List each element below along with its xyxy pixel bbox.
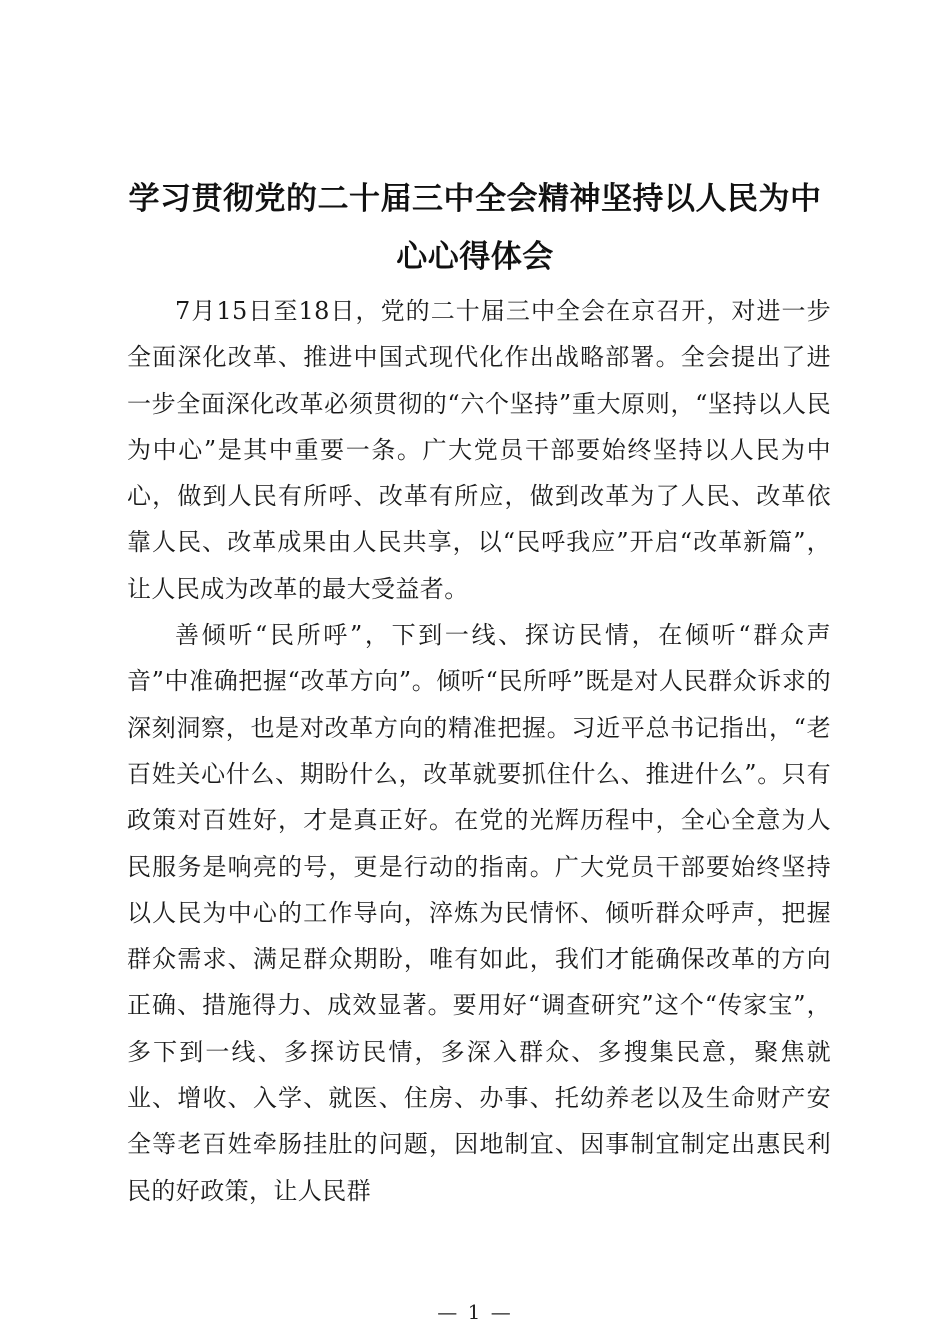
document-title: 学习贯彻党的二十届三中全会精神坚持以人民为中心心得体会: [128, 181, 822, 275]
document-body: [127, 288, 831, 1214]
paragraph-1: 7月15日至18日，党的二十届三中全会在京召开，对进一步全面深化改革、推进中国式现代化作出战略部署。全会提出了进一步全面深化改革必须贯彻的“六个坚持”重大原则，“坚持以人民为中心”是其中重要一条。广大党员干部要始终坚持以人民为中心，做到人民有所呼、改革有所应，做到改革为了人民、改革依靠人民、改革成果由人民共享，以“民呼我应”开启“改革新篇”，让人民成为改革的最大受益者。: [127, 297, 831, 603]
paragraph-2: 善倾听“民所呼”，下到一线、探访民情，在倾听“群众声音”中准确把握“改革方向”。倾听“民所呼”既是对人民群众诉求的深刻洞察，也是对改革方向的精准把握。习近平总书记指出，“老百姓关心什么、期盼什么，改革就要抓住什么、推进什么”。只有政策对百姓好，才是真正好。在党的光辉历程中，全心全意为人民服务是响亮的号，更是行动的指南。广大党员干部要始终坚持以人民为中心的工作导向，淬炼为民情怀、倾听群众呼声，把握群众需求、满足群众期盼，唯有如此，我们才能确保改革的方向正确、措施得力、成效显著。要用好“调查研究”这个“传家宝”，多下到一线、多探访民情，多深入群众、多搜集民意，聚焦就业、增收、入学、就医、住房、办事、托幼养老以及生命财产安全等老百姓牵肠挂肚的问题，因地制宜、因事制宜制定出惠民利民的好政策，让人民群: [127, 621, 831, 1205]
page-number: — 1 —: [437, 1300, 513, 1324]
